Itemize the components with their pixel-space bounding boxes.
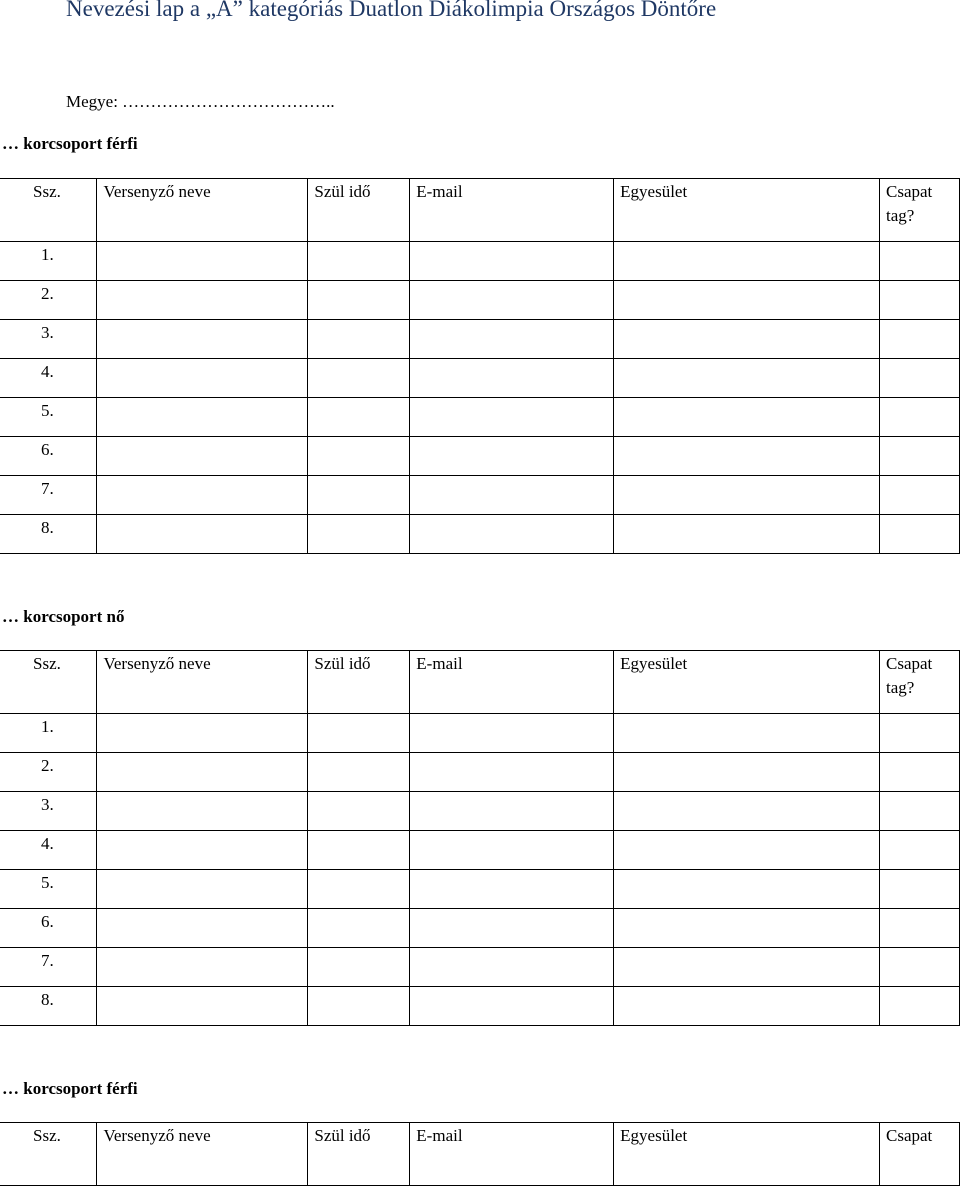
cell-name[interactable] [97, 753, 308, 792]
cell-name[interactable] [97, 281, 308, 320]
cell-club[interactable] [614, 792, 880, 831]
header-email: E-mail [410, 1123, 614, 1186]
table-row [0, 909, 960, 948]
cell-team[interactable] [880, 831, 960, 870]
cell-email[interactable] [410, 909, 614, 948]
cell-birth[interactable] [308, 437, 410, 476]
row-number: 3. [41, 795, 54, 814]
cell-birth[interactable] [308, 714, 410, 753]
row-number: 2. [41, 284, 54, 303]
header-birth: Szül idő [308, 651, 410, 714]
cell-email[interactable] [410, 948, 614, 987]
cell-team[interactable] [880, 242, 960, 281]
cell-email[interactable] [410, 515, 614, 554]
header-club: Egyesület [614, 179, 880, 242]
row-number: 8. [41, 990, 54, 1009]
header-ssz: Ssz. [0, 651, 97, 714]
cell-name[interactable] [97, 870, 308, 909]
cell-email[interactable] [410, 753, 614, 792]
cell-name[interactable] [97, 437, 308, 476]
cell-club[interactable] [614, 909, 880, 948]
county-line: Megye: ……………………………….. [66, 92, 335, 111]
cell-team[interactable] [880, 281, 960, 320]
cell-name[interactable] [97, 831, 308, 870]
cell-name[interactable] [97, 398, 308, 437]
header-birth: Szül idő [308, 1123, 410, 1186]
section-heading-male-1: … korcsoport férfi [2, 134, 138, 153]
cell-team[interactable] [880, 515, 960, 554]
table-row [0, 398, 960, 437]
table-row [0, 948, 960, 987]
cell-team[interactable] [880, 714, 960, 753]
cell-club[interactable] [614, 437, 880, 476]
cell-email[interactable] [410, 831, 614, 870]
table-row [0, 242, 960, 281]
cell-birth[interactable] [308, 398, 410, 437]
row-number: 1. [41, 245, 54, 264]
cell-name[interactable] [97, 948, 308, 987]
row-number: 6. [41, 912, 54, 931]
table-row [0, 281, 960, 320]
cell-team[interactable] [880, 909, 960, 948]
cell-club[interactable] [614, 476, 880, 515]
cell-name[interactable] [97, 792, 308, 831]
table-row [0, 437, 960, 476]
header-email: E-mail [410, 179, 614, 242]
table-row [0, 515, 960, 554]
cell-club[interactable] [614, 870, 880, 909]
row-number: 6. [41, 440, 54, 459]
header-club: Egyesület [614, 651, 880, 714]
row-number: 7. [41, 951, 54, 970]
cell-birth[interactable] [308, 753, 410, 792]
table-header-row [0, 179, 960, 242]
cell-team[interactable] [880, 398, 960, 437]
cell-email[interactable] [410, 320, 614, 359]
header-team: Csapat tag? [880, 651, 960, 714]
row-number: 4. [41, 834, 54, 853]
table-header-row [0, 651, 960, 714]
cell-birth[interactable] [308, 870, 410, 909]
header-team: Csapat [880, 1123, 960, 1186]
header-email: E-mail [410, 651, 614, 714]
cell-club[interactable] [614, 831, 880, 870]
cell-club[interactable] [614, 948, 880, 987]
row-number: 2. [41, 756, 54, 775]
cell-birth[interactable] [308, 909, 410, 948]
row-number: 5. [41, 401, 54, 420]
cell-team[interactable] [880, 753, 960, 792]
section-heading-male-2: … korcsoport férfi [2, 1079, 138, 1098]
cell-team[interactable] [880, 320, 960, 359]
cell-email[interactable] [410, 281, 614, 320]
cell-email[interactable] [410, 242, 614, 281]
cell-club[interactable] [614, 714, 880, 753]
table-header-row [0, 1123, 960, 1186]
table-row [0, 320, 960, 359]
cell-email[interactable] [410, 398, 614, 437]
cell-birth[interactable] [308, 515, 410, 554]
cell-club[interactable] [614, 320, 880, 359]
header-birth: Szül idő [308, 179, 410, 242]
entry-table-male-2 [0, 1122, 960, 1186]
cell-email[interactable] [410, 437, 614, 476]
cell-team[interactable] [880, 987, 960, 1026]
table-row [0, 870, 960, 909]
cell-birth[interactable] [308, 359, 410, 398]
cell-club[interactable] [614, 987, 880, 1026]
cell-email[interactable] [410, 870, 614, 909]
table-row [0, 359, 960, 398]
table-row [0, 831, 960, 870]
cell-name[interactable] [97, 476, 308, 515]
row-number: 1. [41, 717, 54, 736]
cell-name[interactable] [97, 987, 308, 1026]
cell-birth[interactable] [308, 476, 410, 515]
cell-club[interactable] [614, 753, 880, 792]
cell-name[interactable] [97, 714, 308, 753]
cell-birth[interactable] [308, 987, 410, 1026]
cell-birth[interactable] [308, 281, 410, 320]
cell-name[interactable] [97, 359, 308, 398]
cell-email[interactable] [410, 476, 614, 515]
cell-name[interactable] [97, 515, 308, 554]
document-title: Nevezési lap a „A” kategóriás Duatlon Diákolimpia Országos Döntőre [66, 0, 717, 21]
header-name: Versenyző neve [97, 179, 308, 242]
header-name: Versenyző neve [97, 1123, 308, 1186]
row-number: 5. [41, 873, 54, 892]
table-row [0, 714, 960, 753]
row-number: 3. [41, 323, 54, 342]
cell-club[interactable] [614, 515, 880, 554]
cell-birth[interactable] [308, 831, 410, 870]
row-number: 4. [41, 362, 54, 381]
table-row [0, 476, 960, 515]
header-name: Versenyző neve [97, 651, 308, 714]
cell-club[interactable] [614, 242, 880, 281]
cell-team[interactable] [880, 476, 960, 515]
cell-email[interactable] [410, 359, 614, 398]
table-row [0, 792, 960, 831]
header-ssz: Ssz. [0, 1123, 97, 1186]
cell-birth[interactable] [308, 792, 410, 831]
table-row [0, 753, 960, 792]
cell-name[interactable] [97, 909, 308, 948]
cell-name[interactable] [97, 320, 308, 359]
entry-table-male-1 [0, 178, 960, 554]
header-club: Egyesület [614, 1123, 880, 1186]
cell-team[interactable] [880, 948, 960, 987]
entry-table-female [0, 650, 960, 1026]
cell-email[interactable] [410, 987, 614, 1026]
table-row [0, 987, 960, 1026]
cell-club[interactable] [614, 398, 880, 437]
cell-team[interactable] [880, 870, 960, 909]
cell-email[interactable] [410, 714, 614, 753]
cell-birth[interactable] [308, 320, 410, 359]
cell-team[interactable] [880, 792, 960, 831]
row-number: 8. [41, 518, 54, 537]
cell-team[interactable] [880, 359, 960, 398]
header-ssz: Ssz. [0, 179, 97, 242]
cell-birth[interactable] [308, 242, 410, 281]
row-number: 7. [41, 479, 54, 498]
cell-name[interactable] [97, 242, 308, 281]
cell-birth[interactable] [308, 948, 410, 987]
cell-club[interactable] [614, 281, 880, 320]
cell-email[interactable] [410, 792, 614, 831]
section-heading-female: … korcsoport nő [2, 607, 125, 626]
cell-club[interactable] [614, 359, 880, 398]
cell-team[interactable] [880, 437, 960, 476]
header-team: Csapat tag? [880, 179, 960, 242]
